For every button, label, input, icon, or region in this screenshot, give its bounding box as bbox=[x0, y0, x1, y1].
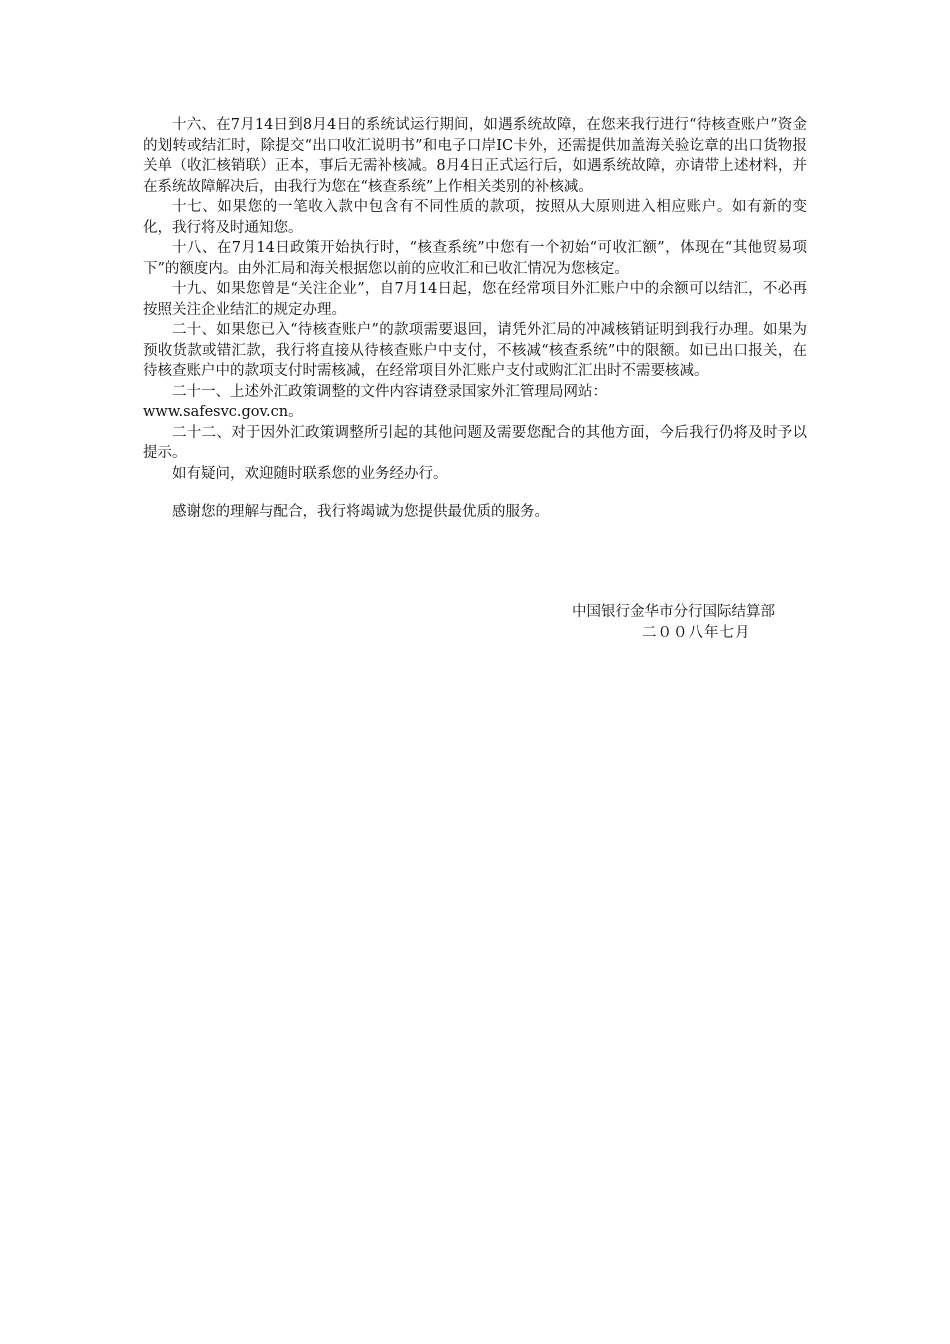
website-url: www.safesvc.gov.cn。 bbox=[143, 404, 303, 420]
paragraph-19: 十九、如果您曾是“关注企业”，自7月14日起，您在经常项目外汇账户中的余额可以结汇，不必再按照关注企业结汇的规定办理。 bbox=[143, 281, 807, 318]
signature-date: 二００八年七月 bbox=[642, 625, 751, 641]
paragraph-18: 十八、在7月14日政策开始执行时，“核查系统”中您有一个初始“可收汇额”，体现在“其他贸易项下”的额度内。由外汇局和海关根据您以前的应收汇和已收汇情况为您核定。 bbox=[143, 240, 807, 277]
paragraph-17: 十七、如果您的一笔收入款中包含有不同性质的款项，按照从大原则进入相应账户。如有新的变化，我行将及时通知您。 bbox=[143, 199, 807, 236]
paragraph-20: 二十、如果您已入“待核查账户”的款项需要退回，请凭外汇局的冲减核销证明到我行办理。如果为预收货款或错汇款，我行将直接从待核查账户中支付，不核减“核查系统”中的限额。如已出口报关，在待核查账户中的款项支付时需核减，在经常项目外汇账户支付或购汇汇出时不需要核减。 bbox=[143, 322, 807, 379]
paragraph-22: 二十二、对于因外汇政策调整所引起的其他问题及需要您配合的其他方面，今后我行仍将及时予以提示。 bbox=[143, 424, 807, 461]
signature-block bbox=[572, 602, 812, 644]
document-body bbox=[143, 115, 807, 523]
signature-organization: 中国银行金华市分行国际结算部 bbox=[572, 604, 775, 620]
contact-note: 如有疑问，欢迎随时联系您的业务经办行。 bbox=[172, 465, 448, 482]
closing-thanks: 感谢您的理解与配合，我行将竭诚为您提供最优质的服务。 bbox=[172, 504, 549, 520]
paragraph-21: 二十一、上述外汇政策调整的文件内容请登录国家外汇管理局网站： bbox=[172, 383, 607, 400]
paragraph-16: 十六、在7月14日到8月4日的系统试运行期间，如遇系统故障，在您来我行进行“待核查账户”资金的划转或结汇时，除提交“出口收汇说明书”和电子口岸IC卡外，还需提供加盖海关验讫章的出口货物报关单（收汇核销联）正本，事后无需补核减。8月4日正式运行后，如遇系统故障，亦请带上述材料，并在系统故障解决后，由我行为您在“核查系统”上作相关类别的补核减。 bbox=[143, 117, 807, 195]
